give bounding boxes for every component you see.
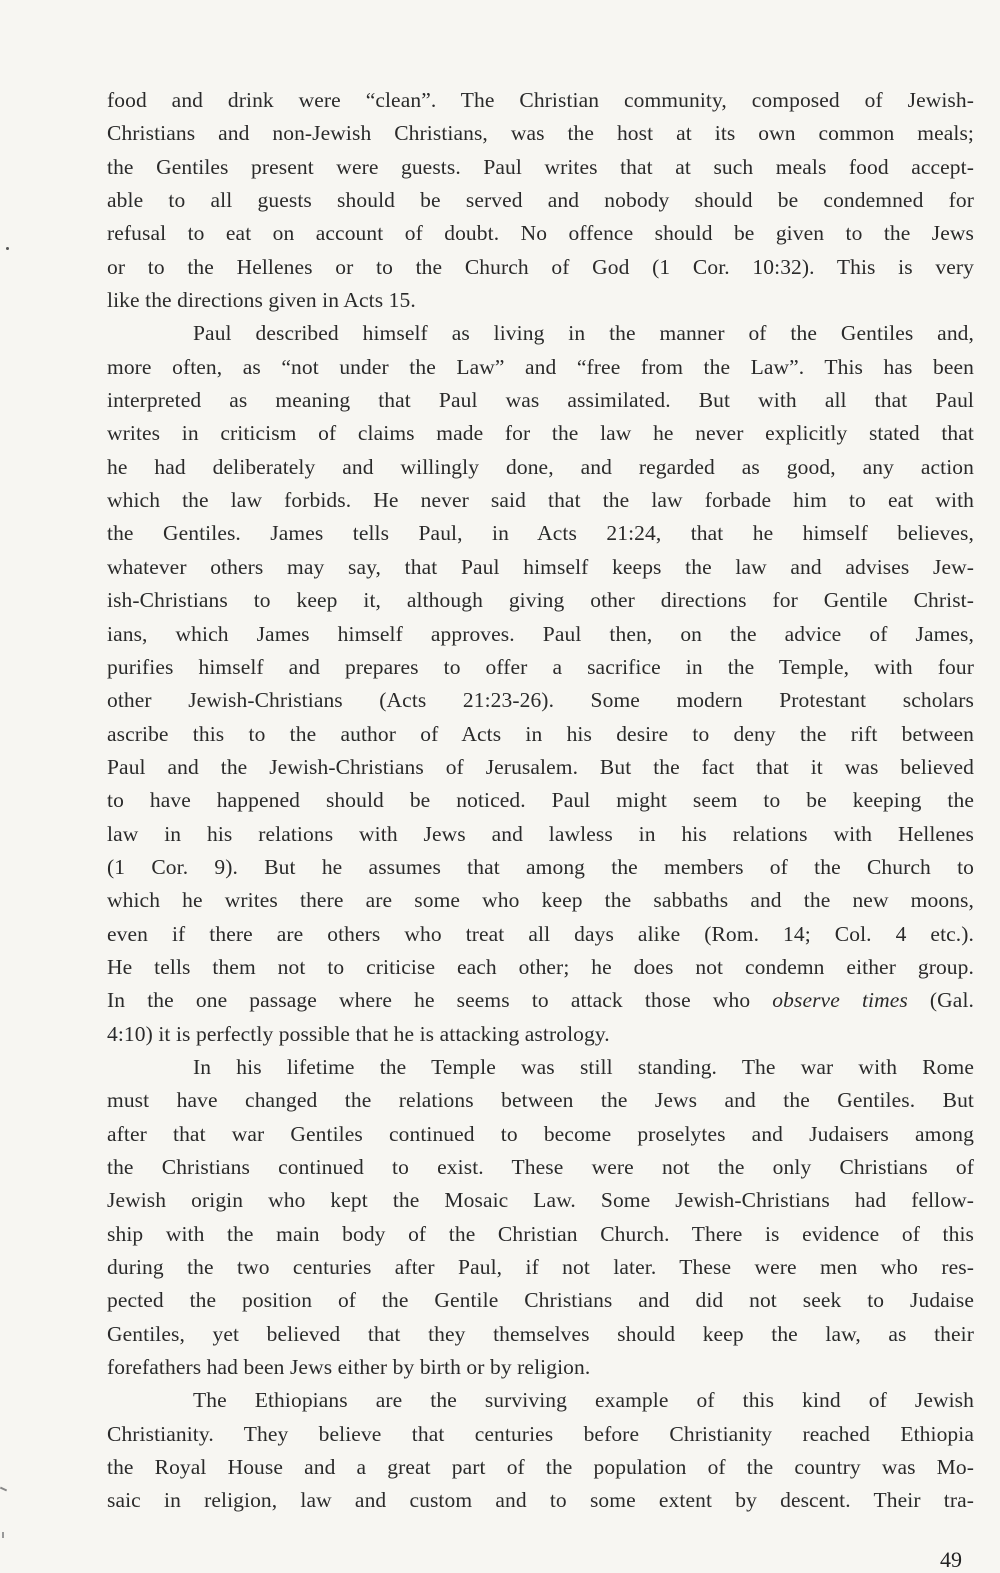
- text-line: Gentiles, yet believed that they themselves should keep the law, as their: [107, 1321, 974, 1346]
- text-line: food and drink were “clean”. The Christian community, composed of Jewish-: [107, 88, 974, 112]
- text-line: more often, as “not under the Law” and “free from the Law”. This has been: [107, 354, 974, 379]
- text-line: Christianity. They believe that centuries before Christianity reached Ethiopia: [107, 1421, 974, 1446]
- text-line: saic in religion, law and custom and to some extent by descent. Their tra-: [107, 1488, 974, 1513]
- text-line: to have happened should be noticed. Paul might seem to be keeping the: [107, 788, 974, 813]
- text-line: Jewish origin who kept the Mosaic Law. Some Jewish-Christians had fellow-: [107, 1188, 974, 1213]
- scan-mark: [0, 1487, 7, 1492]
- text-line: which the law forbids. He never said that the law forbade him to eat with: [107, 488, 974, 513]
- text-line: pected the position of the Gentile Christians and did not seek to Judaise: [107, 1288, 974, 1313]
- text-line: [107, 984, 974, 1017]
- text-line: purifies himself and prepares to offer a sacrifice in the Temple, with four: [107, 654, 974, 679]
- text-line: Paul and the Jewish-Christians of Jerusalem. But the fact that it was believed: [107, 754, 974, 779]
- text-line: which he writes there are some who keep the sabbaths and the new moons,: [107, 888, 974, 913]
- text-line: Christians and non-Jewish Christians, was the host at its own common meals;: [107, 121, 974, 146]
- text-line: 4:10) it is perfectly possible that he is attacking astrology.: [107, 1021, 610, 1046]
- paragraph-first-line: The Ethiopians are the surviving example of this kind of Jewish: [193, 1388, 974, 1413]
- page-number: 49: [940, 1547, 962, 1572]
- text-line: like the directions given in Acts 15.: [107, 288, 416, 313]
- italic-phrase: observe times: [772, 988, 908, 1013]
- scan-dot: [6, 247, 9, 250]
- text-run: (Gal.: [907, 988, 975, 1013]
- text-line: forefathers had been Jews either by birth or by religion.: [107, 1355, 591, 1380]
- text-line: must have changed the relations between the Jews and the Gentiles. But: [107, 1088, 974, 1113]
- text-line: the Christians continued to exist. These were not the only Christians of: [107, 1155, 974, 1179]
- text-run: In the one passage where he seems to attack those who: [107, 988, 773, 1013]
- text-line: (1 Cor. 9). But he assumes that among the members of the Church to: [107, 854, 974, 879]
- text-line: whatever others may say, that Paul himself keeps the law and advises Jew-: [107, 554, 974, 579]
- text-line: law in his relations with Jews and lawless in his relations with Hellenes: [107, 821, 974, 846]
- text-line: refusal to eat on account of doubt. No offence should be given to the Jews: [107, 221, 974, 246]
- text-line: even if there are others who treat all days alike (Rom. 14; Col. 4 etc.).: [107, 921, 974, 946]
- text-line: ascribe this to the author of Acts in his desire to deny the rift between: [107, 721, 974, 746]
- text-line: ship with the main body of the Christian Church. There is evidence of this: [107, 1221, 974, 1246]
- text-line: or to the Hellenes or to the Church of God (1 Cor. 10:32). This is very: [107, 254, 974, 279]
- paragraph-first-line: In his lifetime the Temple was still standing. The war with Rome: [193, 1054, 974, 1079]
- scan-mark: [2, 1532, 4, 1538]
- text-line: writes in criticism of claims made for the law he never explicitly stated that: [107, 421, 974, 446]
- text-line: after that war Gentiles continued to become proselytes and Judaisers among: [107, 1121, 974, 1146]
- text-line: ians, which James himself approves. Paul then, on the advice of James,: [107, 621, 974, 646]
- text-line: he had deliberately and willingly done, and regarded as good, any action: [107, 454, 974, 479]
- text-line: the Gentiles. James tells Paul, in Acts 21:24, that he himself believes,: [107, 521, 974, 546]
- text-line: He tells them not to criticise each other; he does not condemn either group.: [107, 954, 974, 979]
- text-line: ish-Christians to keep it, although giving other directions for Gentile Christ-: [107, 588, 974, 613]
- body-text: [107, 84, 974, 1518]
- text-line: able to all guests should be served and nobody should be condemned for: [107, 188, 974, 213]
- text-line: the Gentiles present were guests. Paul writes that at such meals food accept-: [107, 154, 974, 179]
- paragraph-first-line: Paul described himself as living in the manner of the Gentiles and,: [193, 321, 974, 346]
- text-line: other Jewish-Christians (Acts 21:23-26). Some modern Protestant scholars: [107, 688, 974, 713]
- text-line: interpreted as meaning that Paul was assimilated. But with all that Paul: [107, 388, 974, 413]
- text-line: the Royal House and a great part of the population of the country was Mo-: [107, 1455, 974, 1480]
- text-line: during the two centuries after Paul, if not later. These were men who res-: [107, 1255, 974, 1280]
